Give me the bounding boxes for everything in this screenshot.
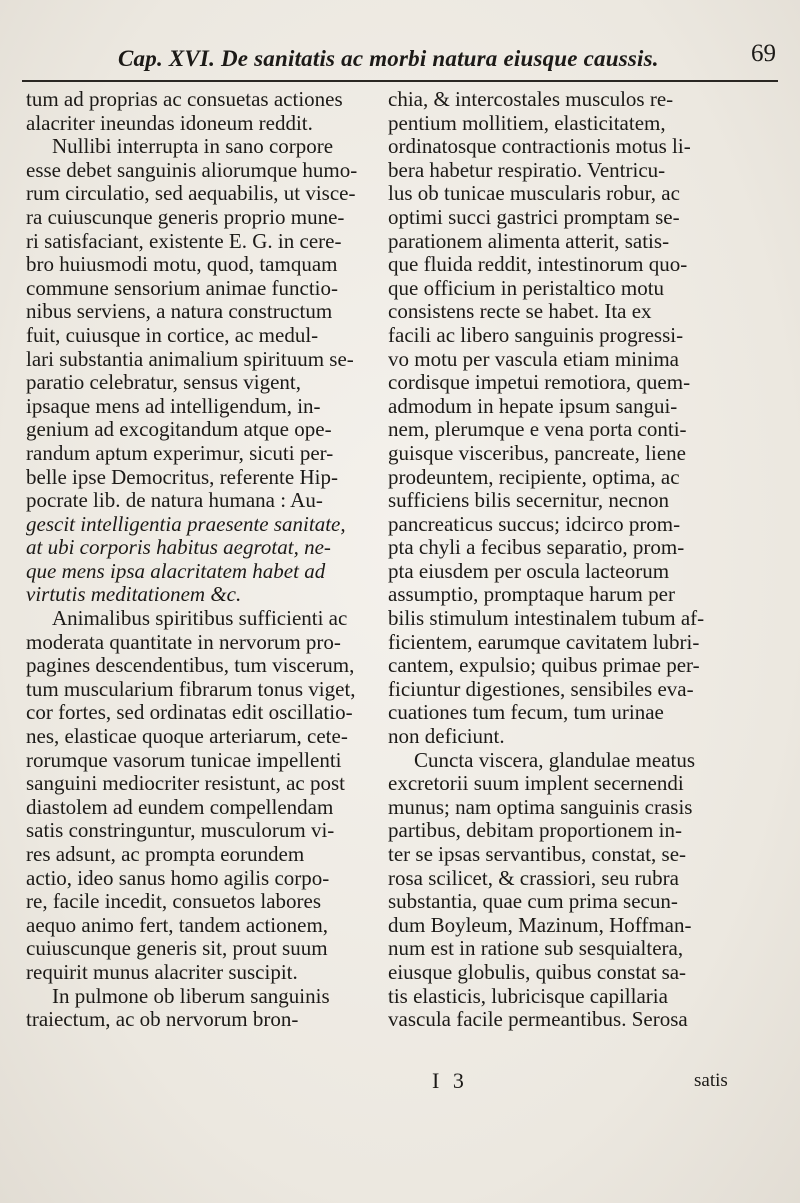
text-line: In pulmone ob liberum sanguinis [52, 984, 330, 1008]
text-line: sanguini mediocriter resistunt, ac post [26, 772, 346, 796]
text-line: admodum in hepate ipsum sangui- [388, 394, 678, 418]
text-line: nibus serviens, a natura constructum [26, 300, 333, 324]
text-line: bera habetur respiratio. Ventricu- [388, 158, 666, 182]
text-line: consistens recte se habet. Ita ex [388, 300, 652, 324]
text-line: ri satisfaciant, existente E. G. in cere- [26, 229, 342, 253]
text-line: pta eiusdem per oscula lacteorum [388, 559, 670, 583]
text-line: cuiuscunque generis sit, prout suum [26, 937, 328, 961]
text-line: ordinatosque contractionis motus li- [388, 135, 691, 159]
text-line: non deficiunt. [388, 725, 505, 749]
text-line: Cuncta viscera, glandulae meatus [414, 748, 696, 772]
text-line: cor fortes, sed ordinatas edit oscillatio- [26, 701, 353, 725]
text-line: traiectum, ac ob nervorum bron- [26, 1008, 299, 1032]
text-line: Nullibi interrupta in sano corpore [52, 135, 334, 159]
text-line: alacriter ineundas idoneum reddit. [26, 111, 313, 135]
left-column [26, 88, 370, 1032]
running-head [22, 40, 778, 82]
text-line: rosa scilicet, & crassiori, seu rubra [388, 866, 679, 890]
text-line: nem, plerumque e vena porta conti- [388, 418, 687, 442]
text-line: nes, elasticae quoque arteriarum, cete- [26, 725, 348, 749]
text-line: lus ob tunicae muscularis robur, ac [388, 182, 680, 206]
text-line: rorumque vasorum tunicae impellenti [26, 748, 342, 772]
text-line: re, facile incedit, consuetos labores [26, 890, 322, 914]
text-line: cordisque impetui remotiora, quem- [388, 371, 691, 395]
text-line: actio, ideo sanus homo agilis corpo- [26, 866, 330, 890]
page-number: 69 [751, 40, 776, 67]
text-line: pocrate lib. de natura humana : Au- [26, 489, 323, 513]
text-line: virtutis meditationem &c. [26, 583, 242, 607]
text-line: assumptio, promptaque harum per [388, 583, 675, 607]
text-line: sufficiens bilis secernitur, necnon [388, 489, 670, 513]
text-line: partibus, debitam proportionem in- [388, 819, 682, 843]
text-line: fuit, cuiusque in cortice, ac medul- [26, 323, 319, 347]
text-line: rum circulatio, sed aequabilis, ut visce- [26, 182, 356, 206]
text-line: guisque visceribus, pancreate, liene [388, 441, 686, 465]
text-line: vascula facile permeantibus. Serosa [388, 1008, 688, 1032]
text-line: vo motu per vascula etiam minima [388, 347, 680, 371]
text-line: diastolem ad eundem compellendam [26, 795, 334, 819]
text-line: at ubi corporis habitus aegrotat, ne- [26, 536, 331, 560]
text-line: tum ad proprias ac consuetas actiones [26, 88, 343, 111]
text-line: que officium in peristaltico motu [388, 276, 665, 300]
text-line: lari substantia animalium spirituum se- [26, 347, 354, 371]
text-line: optimi succi gastrici promptam se- [388, 205, 680, 229]
signature-mark: I 3 [432, 1068, 468, 1093]
text-line: prodeuntem, recipiente, optima, ac [388, 465, 680, 489]
text-line: randum aptum experimur, sicuti per- [26, 441, 334, 465]
text-line: satis constringuntur, musculorum vi- [26, 819, 335, 843]
text-line: tis elasticis, lubricisque capillaria [388, 984, 668, 1008]
catchword: satis [694, 1070, 728, 1091]
text-line: pta chyli a fecibus separatio, prom- [388, 536, 685, 560]
text-line: munus; nam optima sanguinis crasis [388, 795, 693, 819]
text-line: gescit intelligentia praesente sanitate, [26, 512, 346, 536]
text-line: ipsaque mens ad intelligendum, in- [26, 394, 321, 418]
text-line: dum Boyleum, Mazinum, Hoffman- [388, 913, 692, 937]
text-line: substantia, quae cum prima secun- [388, 890, 678, 914]
text-line: que mens ipsa alacritatem habet ad [26, 559, 326, 583]
right-column [388, 88, 730, 1032]
text-line: parationem alimenta atterit, satis- [388, 229, 670, 253]
text-line: excretorii suum implent secernendi [388, 772, 684, 796]
text-line: belle ipse Democritus, referente Hip- [26, 465, 338, 489]
text-line: esse debet sanguinis aliorumque humo- [26, 158, 358, 182]
text-line: facili ac libero sanguinis progressi- [388, 323, 684, 347]
text-line: pagines descendentibus, tum viscerum, [26, 654, 355, 678]
text-line: que fluida reddit, intestinorum quo- [388, 253, 688, 277]
text-line: commune sensorium animae functio- [26, 276, 338, 300]
text-line: aequo animo fert, tandem actionem, [26, 913, 329, 937]
text-line: cantem, expulsio; quibus primae per- [388, 654, 700, 678]
text-line: ficientem, earumque cavitatem lubri- [388, 630, 700, 654]
text-line: requirit munus alacriter suscipit. [26, 960, 298, 984]
text-line: pancreaticus succus; idcirco prom- [388, 512, 681, 536]
text-line: res adsunt, ac prompta eorundem [26, 843, 305, 866]
text-line: moderata quantitate in nervorum pro- [26, 630, 341, 654]
text-line: genium ad excogitandum atque ope- [26, 418, 332, 442]
text-line: bro huiusmodi motu, quod, tamquam [26, 253, 338, 277]
text-line: ficiuntur digestiones, sensibiles eva- [388, 677, 694, 701]
text-line: bilis stimulum intestinalem tubum af- [388, 607, 705, 631]
text-line: cuationes tum fecum, tum urinae [388, 701, 664, 725]
text-line: tum muscularium fibrarum tonus viget, [26, 677, 356, 701]
text-line: ra cuiuscunque generis proprio mune- [26, 205, 345, 229]
text-line: pentium mollitiem, elasticitatem, [388, 111, 666, 135]
text-line: paratio celebratur, sensus vigent, [26, 371, 301, 395]
text-line: chia, & intercostales musculos re- [388, 88, 674, 111]
text-line: eiusque globulis, quibus constat sa- [388, 960, 687, 984]
text-line: num est in ratione sub sesquialtera, [388, 937, 684, 961]
text-line: Animalibus spiritibus sufficienti ac [52, 607, 348, 631]
text-line: ter se ipsas servantibus, constat, se- [388, 843, 687, 866]
chapter-title: Cap. XVI. De sanitatis ac morbi natura eiusque caussis. [118, 46, 659, 71]
